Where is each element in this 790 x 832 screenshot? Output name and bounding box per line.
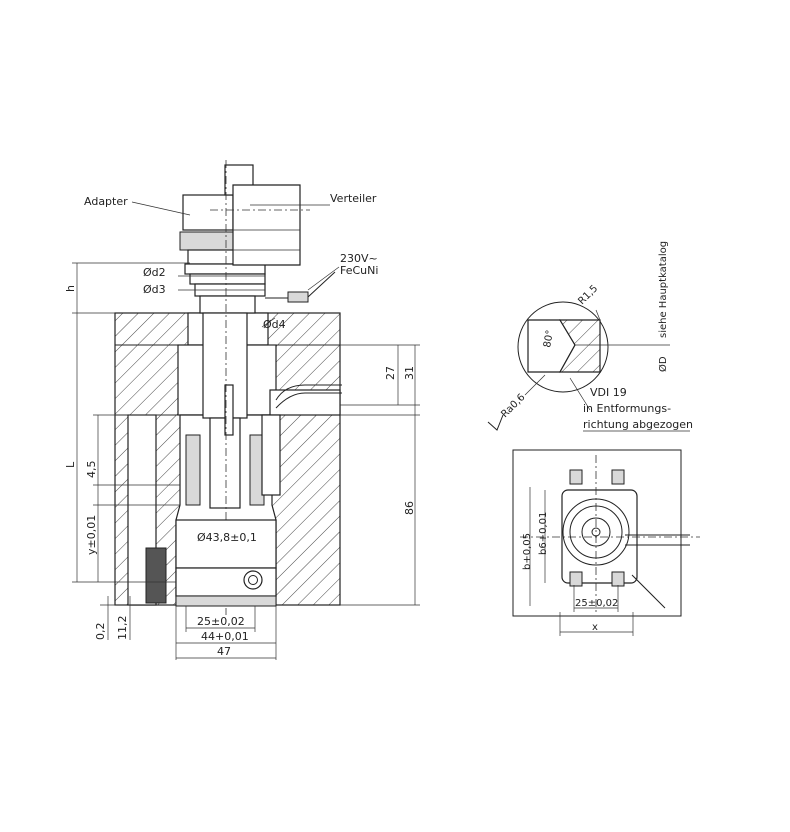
label-verteiler: Verteiler [330,192,377,205]
dim-11-2: 11,2 [116,615,129,640]
dim-86: 86 [403,501,416,515]
dim-b6: b6+0,01 [538,511,549,555]
dim-27: 27 [384,366,397,380]
label-roughness: Ra0,6 [499,392,528,421]
dim-0-2: 0,2 [94,622,107,640]
detail-view [488,241,693,431]
dim-b: b+0,05 [522,533,533,570]
dim-44: 44+0,01 [201,630,249,643]
label-angle: 80° [542,329,557,349]
dim-25-top: 25±0,02 [575,598,619,609]
label-radius: R1,5 [576,283,601,308]
main-section-view [64,160,420,660]
label-vdi-2: in Entformungs- [583,402,672,415]
label-catalog-note: siehe Hauptkatalog [658,240,669,338]
dim-h: h [64,285,77,292]
label-thermocouple: FeCuNi [340,264,379,277]
label-d2: Ød2 [143,266,166,279]
label-adapter: Adapter [84,195,128,208]
label-D: ØD [658,356,669,372]
label-voltage: 230V~ [340,252,378,265]
dim-47: 47 [217,645,231,658]
label-vdi-1: VDI 19 [590,386,627,399]
dim-4-5: 4,5 [85,460,98,478]
dim-25: 25±0,02 [197,615,245,628]
label-d3: Ød3 [143,283,166,296]
label-vdi-3: richtung abgezogen [583,418,694,431]
label-d4: Ød4 [263,318,286,331]
dim-dia-43: Ø43,8±0,1 [197,531,257,544]
dim-L: L [64,461,77,468]
top-view [513,450,700,636]
roughness-symbol [488,415,503,430]
dim-y: y±0,01 [85,514,98,555]
dim-31: 31 [403,366,416,380]
dim-x: x [592,622,598,633]
